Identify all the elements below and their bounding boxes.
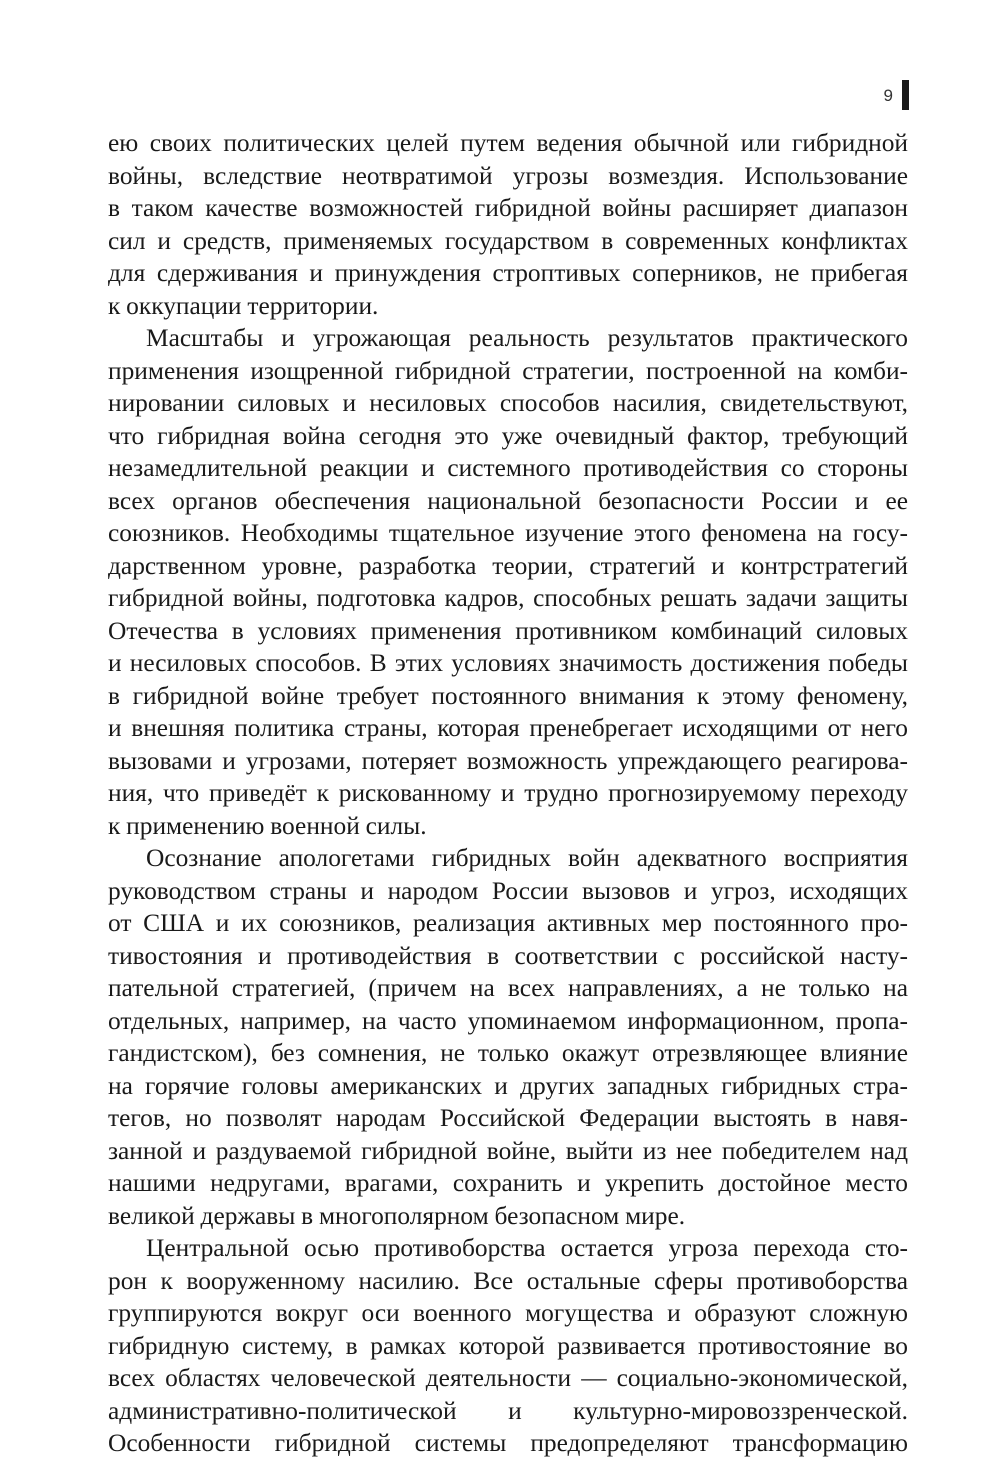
text-line: тивостояния и противодействия в соответствии с российской насту-: [108, 941, 908, 970]
text-line: нировании силовых и несиловых способов насилия, свидетельствуют,: [108, 389, 908, 417]
text-line: к применению военной силы.: [108, 811, 427, 840]
text-line: Отечества в условиях применения противником комбинаций силовых: [108, 616, 908, 645]
text-line: в таком качестве возможностей гибридной войны расширяет диапазон: [108, 194, 908, 222]
text-line: применения изощренной гибридной стратегии, построенной на комби-: [108, 356, 908, 385]
paragraph: [108, 1232, 908, 1460]
text-line: тегов, но позволят народам Российской Федерации выстоять в навя-: [108, 1104, 908, 1132]
text-line: отдельных, например, на часто упоминаемом информационном, пропа-: [108, 1006, 908, 1035]
paragraph: [108, 842, 908, 1232]
text-line: войны, вследствие неотвратимой угрозы возмездия. Использование: [108, 161, 908, 190]
text-line: союзников. Необходимы тщательное изучение этого феномена на госу-: [108, 519, 908, 547]
text-line: ния, что приведёт к рискованному и трудно прогнозируемому переходу: [108, 779, 908, 807]
text-line: гибридной войны, подготовка кадров, способных решать задачи защиты: [108, 584, 908, 612]
text-line: для сдерживания и принуждения строптивых соперников, не прибегая: [108, 259, 908, 287]
header-bar-decoration: [902, 80, 909, 110]
text-line: всех областях человеческой деятельности — социально-экономической,: [108, 1364, 908, 1392]
text-line: великой державы в многополярном безопасном мире.: [108, 1201, 686, 1230]
text-line: пательной стратегией, (причем на всех направлениях, а не только на: [108, 974, 908, 1002]
text-line: в гибридной войне требует постоянного внимания к этому феномену,: [108, 681, 908, 710]
paragraph: [108, 127, 908, 322]
text-line: рон к вооруженному насилию. Все остальные сферы противоборства: [108, 1266, 908, 1295]
text-line: нашими недругами, врагами, сохранить и укрепить достойное место: [108, 1169, 908, 1197]
text-line: Центральной осью противоборства остается угроза перехода сто-: [146, 1234, 908, 1262]
text-line: Масштабы и угрожающая реальность результатов практического: [146, 324, 908, 352]
text-line: гандистском), без сомнения, не только окажут отрезвляющее влияние: [108, 1039, 908, 1067]
text-line: группируются вокруг оси военного могущества и образуют сложную: [108, 1299, 908, 1327]
text-line: и несиловых способов. В этих условиях значимость достижения победы: [108, 649, 908, 677]
text-line: вызовами и угрозами, потеряет возможность упреждающего реагирова-: [108, 746, 908, 775]
text-line: от США и их союзников, реализация активных мер постоянного про-: [108, 909, 908, 937]
text-line: незамедлительной реакции и системного противодействия со стороны: [108, 454, 908, 482]
text-line: Особенности гибридной системы предопределяют трансформацию: [108, 1429, 908, 1457]
text-line: всех органов обеспечения национальной безопасности России и ее: [108, 486, 908, 515]
text-line: что гибридная война сегодня это уже очевидный фактор, требующий: [108, 421, 908, 450]
text-line: на горячие головы американских и других западных гибридных стра-: [108, 1071, 908, 1100]
text-line: сил и средств, применяемых государством в современных конфликтах: [108, 226, 908, 255]
text-line: занной и раздуваемой гибридной войне, выйти из нее победителем над: [108, 1136, 908, 1165]
text-line: руководством страны и народом России вызовов и угроз, исходящих: [108, 876, 908, 905]
text-line: Осознание апологетами гибридных войн адекватного восприятия: [146, 844, 908, 872]
body-text: [108, 127, 908, 1460]
text-line: дарственном уровне, разработка теории, стратегий и контрстратегий: [108, 551, 908, 580]
text-line: административно-политической и культурно-мировоззренческой.: [108, 1396, 908, 1425]
page-number: 9: [883, 85, 893, 105]
text-line: к оккупации территории.: [108, 291, 379, 320]
text-line: и внешняя политика страны, которая пренебрегает исходящими от него: [108, 714, 908, 742]
paragraph: [108, 322, 908, 842]
page-header: [884, 80, 909, 110]
text-line: ею своих политических целей путем ведения обычной или гибридной: [108, 129, 908, 157]
text-line: гибридную систему, в рамках которой развивается противостояние во: [108, 1331, 908, 1360]
